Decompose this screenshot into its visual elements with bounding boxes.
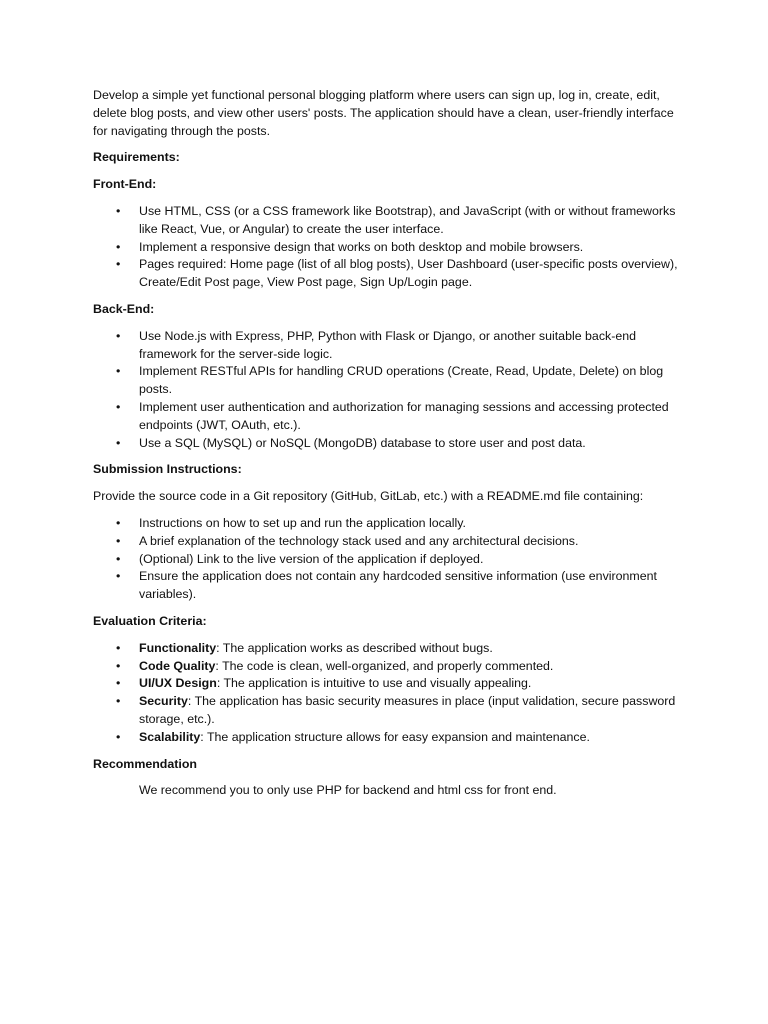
criterion-text: : The application works as described without bugs. — [216, 640, 493, 655]
bullet-icon: • — [116, 435, 121, 450]
list-item — [116, 658, 678, 676]
evaluation-list — [93, 640, 678, 747]
submission-heading: Submission Instructions: — [93, 462, 242, 477]
bullet-icon: • — [116, 515, 121, 530]
list-item — [116, 693, 678, 729]
list-item — [116, 203, 678, 239]
criterion-text: : The application has basic security measures in place (input validation, secure password storage, etc.). — [139, 694, 676, 726]
recommendation-heading: Recommendation — [93, 756, 197, 771]
criterion-text: : The application is intuitive to use and visually appealing. — [216, 676, 532, 691]
submission-list — [93, 515, 678, 604]
criterion-term: Scalability — [139, 729, 201, 744]
submission-intro: Provide the source code in a Git repository (GitHub, GitLab, etc.) with a README.md file containing: — [93, 489, 644, 504]
bullet-icon: • — [116, 399, 121, 414]
list-item-text: Use a SQL (MySQL) or NoSQL (MongoDB) database to store user and post data. — [139, 435, 586, 450]
bullet-icon: • — [116, 364, 121, 379]
list-item — [116, 435, 678, 453]
criterion-term: Security — [139, 694, 188, 709]
backend-list — [93, 328, 678, 453]
list-item — [116, 640, 678, 658]
list-item — [116, 515, 678, 533]
criterion-text: : The code is clean, well-organized, and properly commented. — [215, 658, 554, 673]
list-item — [116, 551, 678, 569]
list-item-text: Use Node.js with Express, PHP, Python with Flask or Django, or another suitable back-end framework for the server-side logic. — [139, 328, 637, 361]
list-item-text: Implement RESTful APIs for handling CRUD operations (Create, Read, Update, Delete) on blog posts. — [139, 364, 664, 397]
bullet-icon: • — [116, 533, 121, 548]
criterion-term: Code Quality — [139, 658, 216, 673]
list-item-text: A brief explanation of the technology stack used and any architectural decisions. — [139, 533, 579, 548]
list-item-text: Use HTML, CSS (or a CSS framework like Bootstrap), and JavaScript (with or without frameworks like React, Vue, or Angular) to create the user interface. — [139, 203, 676, 236]
criterion-term: UI/UX Design — [139, 676, 217, 691]
criterion-term: Functionality — [139, 640, 217, 655]
evaluation-heading: Evaluation Criteria: — [93, 613, 207, 628]
list-item — [116, 256, 678, 292]
requirements-heading: Requirements: — [93, 150, 180, 165]
list-item — [116, 533, 678, 551]
bullet-icon: • — [116, 729, 121, 744]
bullet-icon: • — [116, 658, 121, 673]
list-item-text: Ensure the application does not contain any hardcoded sensitive information (use environment variables). — [139, 569, 657, 602]
list-item — [116, 328, 678, 364]
list-item — [116, 399, 678, 435]
recommendation-text: We recommend you to only use PHP for backend and html css for front end. — [139, 783, 557, 798]
list-item-text: Instructions on how to set up and run the application locally. — [139, 515, 466, 530]
criterion-text: : The application structure allows for easy expansion and maintenance. — [200, 729, 590, 744]
bullet-icon: • — [116, 551, 121, 566]
list-item-text: Pages required: Home page (list of all blog posts), User Dashboard (user-specific posts overview), Create/Edit Post page, View Post page, Sign Up/Login page. — [139, 257, 678, 290]
list-item — [116, 239, 678, 257]
bullet-icon: • — [116, 257, 121, 272]
bullet-icon: • — [116, 676, 121, 691]
frontend-heading: Front-End: — [93, 177, 157, 192]
list-item — [116, 568, 678, 604]
document-page — [93, 87, 678, 800]
intro-paragraph: Develop a simple yet functional personal blogging platform where users can sign up, log in, create, edit, delete blog posts, and view other users' posts. The application should have a clean, user-friendly interface for navigating through the posts. — [93, 88, 674, 138]
bullet-icon: • — [116, 328, 121, 343]
bullet-icon: • — [116, 694, 121, 709]
bullet-icon: • — [116, 203, 121, 218]
list-item — [116, 729, 678, 747]
backend-heading: Back-End: — [93, 301, 155, 316]
list-item-text: Implement a responsive design that works on both desktop and mobile browsers. — [139, 239, 584, 254]
frontend-list — [93, 203, 678, 292]
list-item-text: (Optional) Link to the live version of the application if deployed. — [139, 551, 484, 566]
bullet-icon: • — [116, 569, 121, 584]
list-item — [116, 675, 678, 693]
list-item — [116, 363, 678, 399]
list-item-text: Implement user authentication and authorization for managing sessions and accessing protected endpoints (JWT, OAuth, etc.). — [139, 399, 669, 432]
bullet-icon: • — [116, 640, 121, 655]
bullet-icon: • — [116, 239, 121, 254]
